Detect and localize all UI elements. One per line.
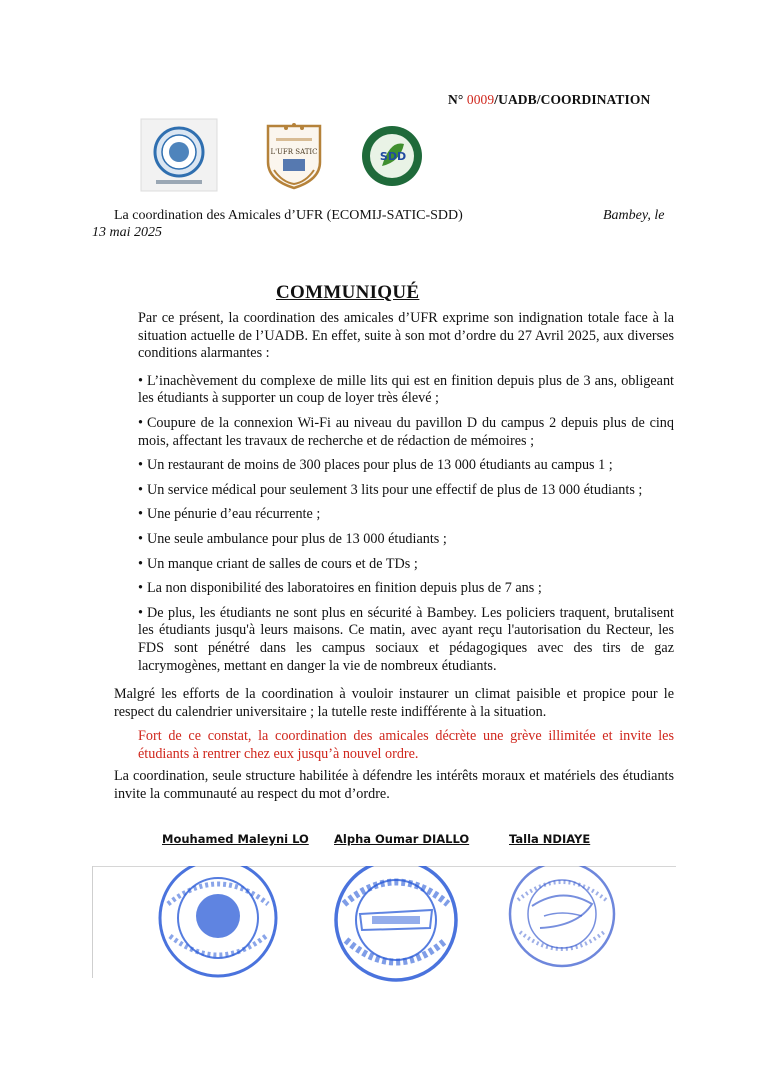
ufr-sdd-logo-text: SDD: [379, 150, 407, 163]
ecomij-logo-icon: [140, 118, 218, 192]
ecomij-stamp-icon: [160, 866, 276, 976]
list-item: • Une pénurie d’eau récurrente ;: [138, 506, 321, 523]
signatory-name: Alpha Oumar DIALLO: [334, 832, 470, 846]
effort-paragraph: Malgré les efforts de la coordination à vouloir instaurer un climat paisible et propice pour le respect du calendrier universitaire ; la tutelle reste indifférente à la situation.: [114, 686, 674, 720]
list-item: • La non disponibilité des laboratoires en finition depuis plus de 7 ans ;: [138, 580, 542, 597]
communique-body: [138, 310, 674, 682]
list-item: • Coupure de la connexion Wi-Fi au niveau du pavillon D du campus 2 depuis plus de cinq mois, affectant les travaux de recherche et de rédaction de mémoires ;: [138, 414, 674, 449]
signatory-names: [0, 832, 764, 852]
place-line: Bambey, le: [603, 208, 665, 223]
page-title: COMMUNIQUÉ: [276, 282, 420, 303]
list-item: • L’inachèvement du complexe de mille lits qui est en finition depuis plus de 3 ans, obligeant les étudiants à supporter un coup de loyer très élevé ;: [138, 372, 674, 407]
signatory-name: Mouhamed Maleyni LO: [162, 832, 309, 846]
list-item: • Un service médical pour seulement 3 lits pour une effectif de plus de 13 000 étudiants ;: [138, 481, 643, 498]
ufr-satic-logo-icon: [262, 118, 326, 192]
reference-number: [448, 92, 650, 108]
list-item: • Une seule ambulance pour plus de 13 000 étudiants ;: [138, 530, 447, 547]
list-item: • Un manque criant de salles de cours et de TDs ;: [138, 555, 418, 572]
date-line: 13 mai 2025: [92, 225, 162, 240]
decision-paragraph: Fort de ce constat, la coordination des amicales décrète une grève illimitée et invite les étudiants à rentrer chez eux jusqu’à nouvel ordre.: [138, 728, 674, 762]
bullet-list: [138, 373, 674, 675]
intro-paragraph: Par ce présent, la coordination des amicales d’UFR exprime son indignation totale face à la situation actuelle de l’UADB. En effet, suite à son mot d’ordre du 27 Avril 2025, aux diverses conditions alarmantes :: [138, 310, 674, 362]
closing-paragraph: La coordination, seule structure habilitée à défendre les intérêts moraux et matériels des étudiants invite la communauté au respect du mot d’ordre.: [114, 768, 674, 802]
signatory-name: Talla NDIAYE: [509, 832, 591, 846]
sdd-stamp-icon: [510, 866, 614, 966]
reference-prefix: N°: [448, 92, 464, 107]
list-item: • De plus, les étudiants ne sont plus en sécurité à Bambey. Les policiers traquent, brutalisent les étudiants jusqu'à leurs maisons. Ce matin, avec ayant reçu l'autorisation du Recteur, les FDS sont pénétré dans les campus sociaux et pédagogiques avec des tirs de gaz lacrymogènes, mettant en danger la vie de nombreux étudiants.: [138, 604, 674, 674]
reference-suffix: /UADB/COORDINATION: [494, 92, 651, 107]
ufr-satic-logo-text: L'UFR SATIC: [270, 148, 318, 156]
logo-row: [138, 118, 438, 198]
reference-number-value: 0009: [466, 92, 495, 107]
list-item: • Un restaurant de moins de 300 places pour plus de 13 000 étudiants au campus 1 ;: [138, 457, 613, 474]
ufr-sdd-logo-icon: [360, 122, 424, 190]
organization-line: La coordination des Amicales d’UFR (ECOMIJ-SATIC-SDD): [114, 208, 463, 223]
stamp-row: [92, 866, 676, 986]
satic-stamp-icon: [336, 866, 456, 980]
